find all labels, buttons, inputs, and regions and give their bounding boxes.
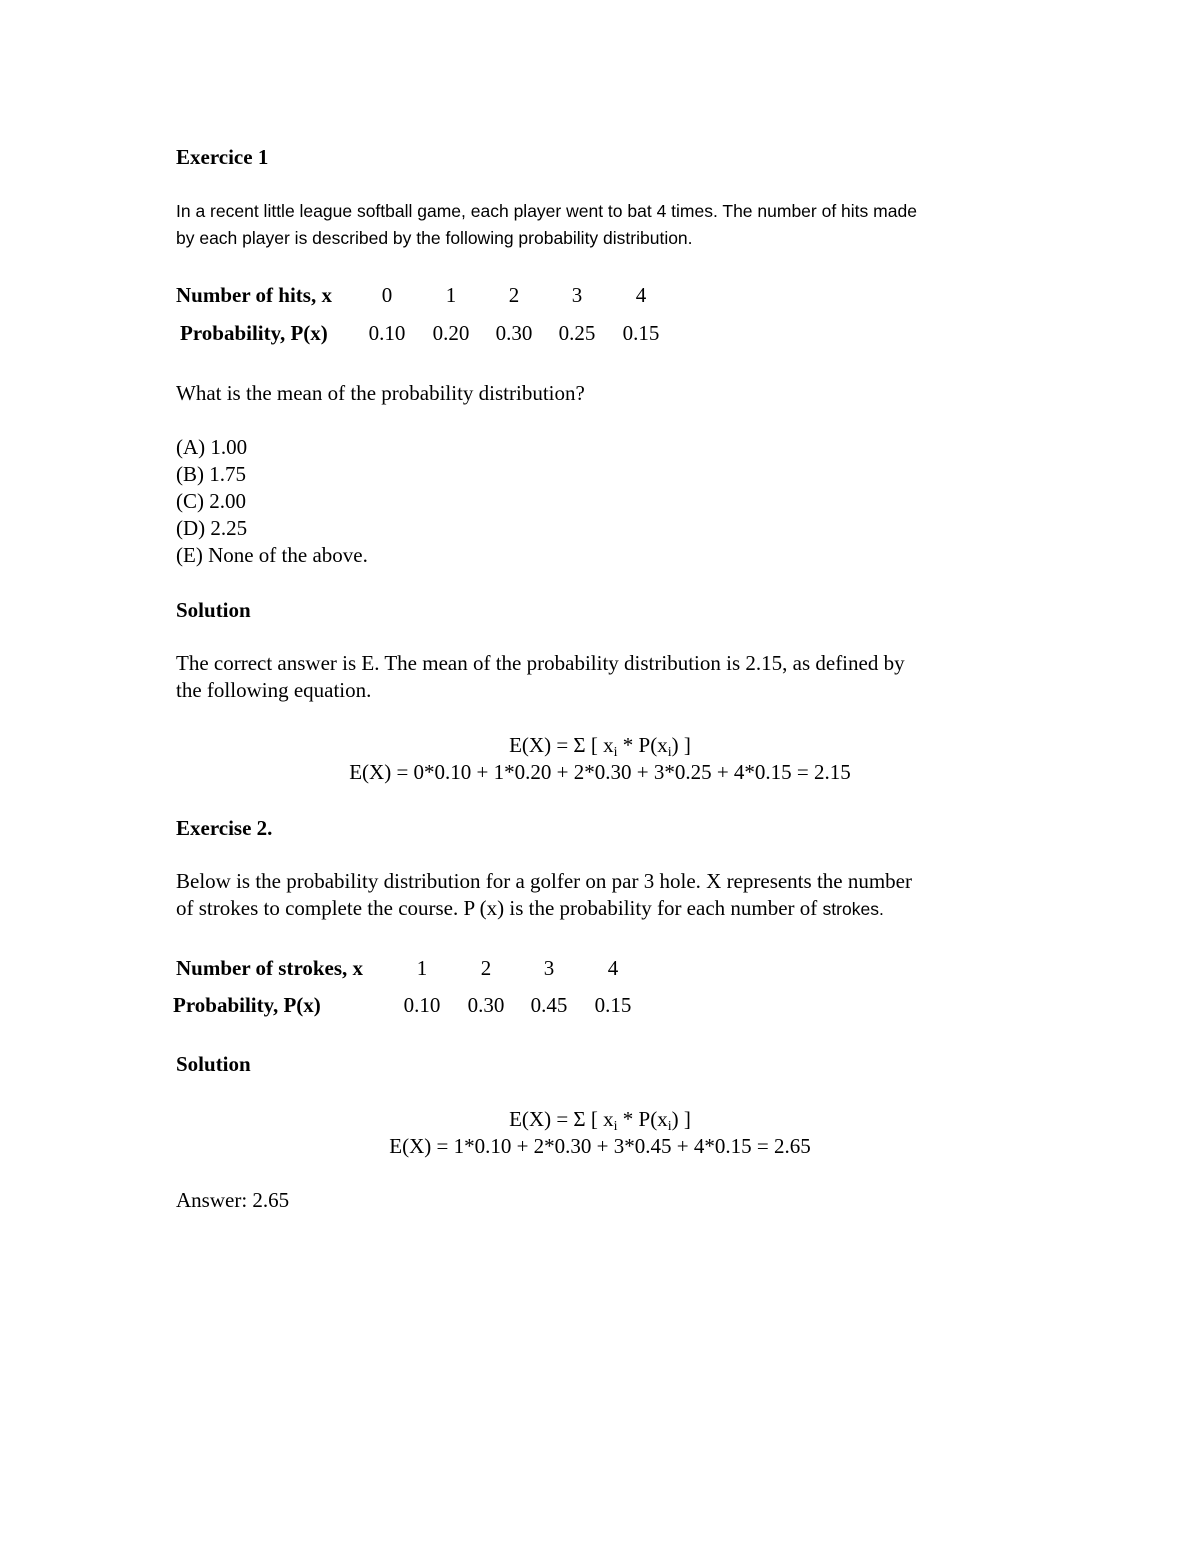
- table-cell: 0.15: [594, 993, 632, 1017]
- option-b: (B) 1.75: [176, 462, 246, 486]
- table-cell: 3: [571, 283, 583, 307]
- table-cell: 0: [381, 283, 393, 307]
- table-cell: 0.25: [558, 321, 596, 345]
- exercise-1-question: What is the mean of the probability distribution?: [176, 381, 585, 405]
- table-cell: 0.20: [432, 321, 470, 345]
- table-cell: 0.45: [530, 993, 568, 1017]
- option-d: (D) 2.25: [176, 516, 248, 540]
- table-cell: 2: [508, 283, 520, 307]
- exercise-1-intro-line-2: by each player is described by the following probability distribution.: [176, 228, 693, 248]
- formula-part: * P(x: [617, 1107, 668, 1131]
- expectation-calculation: E(X) = 0*0.10 + 1*0.20 + 2*0.30 + 3*0.25 + 4*0.15 = 2.15: [349, 760, 851, 784]
- table-cell: 0.30: [495, 321, 533, 345]
- table-cell: 0.30: [467, 993, 505, 1017]
- option-a: (A) 1.00: [176, 435, 248, 459]
- table-cell: 1: [445, 283, 457, 307]
- table-row-label: Probability, P(x): [173, 993, 321, 1017]
- table-cell: 0.10: [368, 321, 406, 345]
- table-cell: 0.15: [622, 321, 660, 345]
- formula-subscript: i: [613, 745, 618, 760]
- solution-heading: Solution: [176, 1052, 251, 1076]
- exercise-1-intro-line-1: In a recent little league softball game, each player went to bat 4 times. The number of hits made: [176, 201, 917, 221]
- solution-line-1: The correct answer is E. The mean of the probability distribution is 2.15, as defined by: [176, 651, 905, 675]
- formula-part: ) ]: [671, 733, 691, 757]
- final-answer: Answer: 2.65: [176, 1188, 290, 1212]
- exercise-2-heading: Exercise 2.: [176, 816, 273, 840]
- formula-part: ) ]: [671, 1107, 691, 1131]
- formula-subscript: i: [667, 1119, 672, 1134]
- option-c: (C) 2.00: [176, 489, 246, 513]
- formula-part: E(X) = Σ [ x: [509, 733, 614, 757]
- exercise-1-heading: Exercice 1: [176, 145, 269, 169]
- table-row-label: Number of hits, x: [176, 283, 332, 307]
- expectation-calculation: E(X) = 1*0.10 + 2*0.30 + 3*0.45 + 4*0.15 = 2.65: [389, 1134, 811, 1158]
- intro-text-tail: strokes.: [822, 899, 884, 919]
- table-cell: 1: [416, 956, 428, 980]
- table-cell: 2: [480, 956, 492, 980]
- formula-subscript: i: [613, 1119, 618, 1134]
- solution-heading: Solution: [176, 598, 251, 622]
- formula-part: * P(x: [617, 733, 668, 757]
- table-cell: 3: [543, 956, 555, 980]
- table-cell: 4: [607, 956, 619, 980]
- table-row-label: Probability, P(x): [180, 321, 328, 345]
- solution-line-2: the following equation.: [176, 678, 372, 702]
- exercise-2-intro-line-2: [176, 895, 884, 922]
- table-cell: 4: [635, 283, 647, 307]
- table-cell: 0.10: [403, 993, 441, 1017]
- option-e: (E) None of the above.: [176, 543, 368, 567]
- table-row-label: Number of strokes, x: [176, 956, 364, 980]
- formula-part: E(X) = Σ [ x: [509, 1107, 614, 1131]
- formula-subscript: i: [667, 745, 672, 760]
- exercise-2-intro-line-1: Below is the probability distribution for a golfer on par 3 hole. X represents the number: [176, 869, 912, 893]
- intro-text: of strokes to complete the course. P (x) is the probability for each number of: [176, 896, 823, 920]
